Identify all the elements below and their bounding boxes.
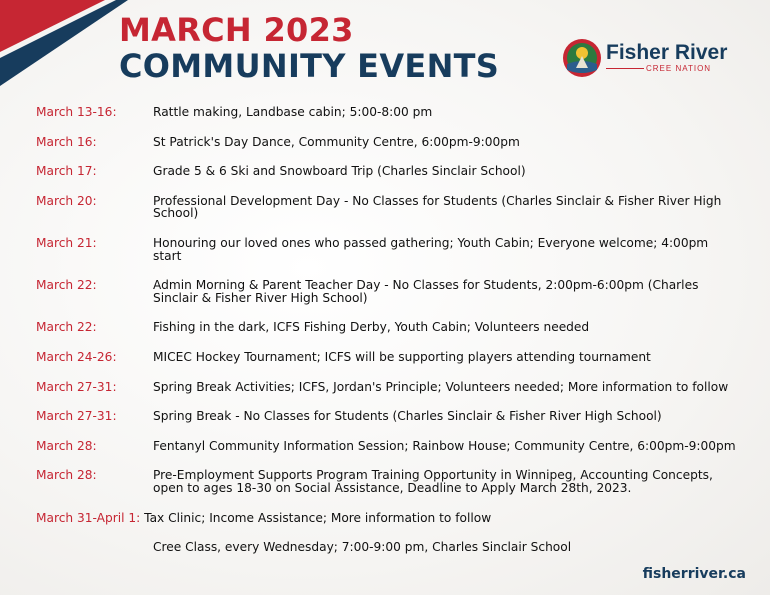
event-date: March 28: — [36, 468, 97, 483]
event-date: March 17: — [36, 164, 97, 179]
website-url: fisherriver.ca — [642, 566, 746, 582]
event-date: March 20: — [36, 193, 97, 208]
title-line-month: MARCH 2023 — [119, 11, 354, 49]
logo-rule — [606, 68, 644, 69]
logo-subtitle: CREE NATION — [646, 64, 712, 73]
event-row — [36, 351, 736, 364]
event-description: Spring Break - No Classes for Students (Charles Sinclair & Fisher River High School) — [153, 409, 662, 424]
event-description: St Patrick's Day Dance, Community Centre, 6:00pm-9:00pm — [153, 134, 520, 149]
cree-nation-emblem-icon — [562, 38, 602, 78]
event-row — [36, 279, 736, 304]
event-row — [36, 106, 736, 119]
event-description: Spring Break Activities; ICFS, Jordan's Principle; Volunteers needed; More information to follow — [153, 379, 729, 394]
event-row — [36, 410, 736, 423]
event-row — [36, 381, 736, 394]
event-row — [36, 440, 736, 453]
event-description: Grade 5 & 6 Ski and Snowboard Trip (Charles Sinclair School) — [153, 164, 526, 179]
event-description: Fishing in the dark, ICFS Fishing Derby, Youth Cabin; Volunteers needed — [153, 320, 590, 335]
event-description: Tax Clinic; Income Assistance; More information to follow — [144, 510, 492, 525]
event-row — [36, 136, 736, 149]
event-date: March 28: — [36, 438, 97, 453]
event-date: March 27-31: — [36, 379, 117, 394]
event-description: Admin Morning & Parent Teacher Day - No Classes for Students, 2:00pm-6:00pm (Charles Sinclair & Fisher River High School) — [153, 278, 699, 305]
event-row — [36, 237, 736, 262]
event-date: March 13-16: — [36, 105, 117, 119]
logo-name: Fisher River — [606, 41, 728, 64]
event-description: Cree Class, every Wednesday; 7:00-9:00 pm, Charles Sinclair School — [153, 540, 572, 555]
event-date: March 22: — [36, 278, 97, 293]
event-description: Pre-Employment Supports Program Training Opportunity in Winnipeg, Accounting Concepts, open to ages 18-30 on Social Assistance, Deadline to Apply March 28th, 2023. — [153, 468, 713, 495]
event-description: Professional Development Day - No Classes for Students (Charles Sinclair & Fisher River High School) — [153, 193, 722, 221]
event-date: March 21: — [36, 235, 97, 250]
event-date: March 24-26: — [36, 349, 117, 364]
title-line-events: COMMUNITY EVENTS — [119, 47, 500, 85]
event-row — [36, 469, 736, 494]
event-date: March 22: — [36, 320, 97, 335]
event-date: March 27-31: — [36, 409, 117, 424]
event-description: Honouring our loved ones who passed gathering; Youth Cabin; Everyone welcome; 4:00pm start — [153, 235, 709, 263]
event-row — [36, 512, 736, 525]
event-date: March 16: — [36, 134, 97, 149]
event-description: Rattle making, Landbase cabin; 5:00-8:00 pm — [153, 105, 433, 119]
events-list — [36, 106, 736, 554]
event-row — [36, 165, 736, 178]
event-row — [36, 541, 736, 554]
event-date: March 31-April 1: — [36, 510, 145, 525]
event-row — [36, 195, 736, 220]
corner-stripes — [0, 0, 130, 110]
event-description: Fentanyl Community Information Session; Rainbow House; Community Centre, 6:00pm-9:00pm — [153, 438, 736, 453]
event-description: MICEC Hockey Tournament; ICFS will be supporting players attending tournament — [153, 349, 651, 364]
event-row — [36, 321, 736, 334]
fisher-river-logo — [562, 38, 732, 80]
page-title — [119, 11, 500, 85]
